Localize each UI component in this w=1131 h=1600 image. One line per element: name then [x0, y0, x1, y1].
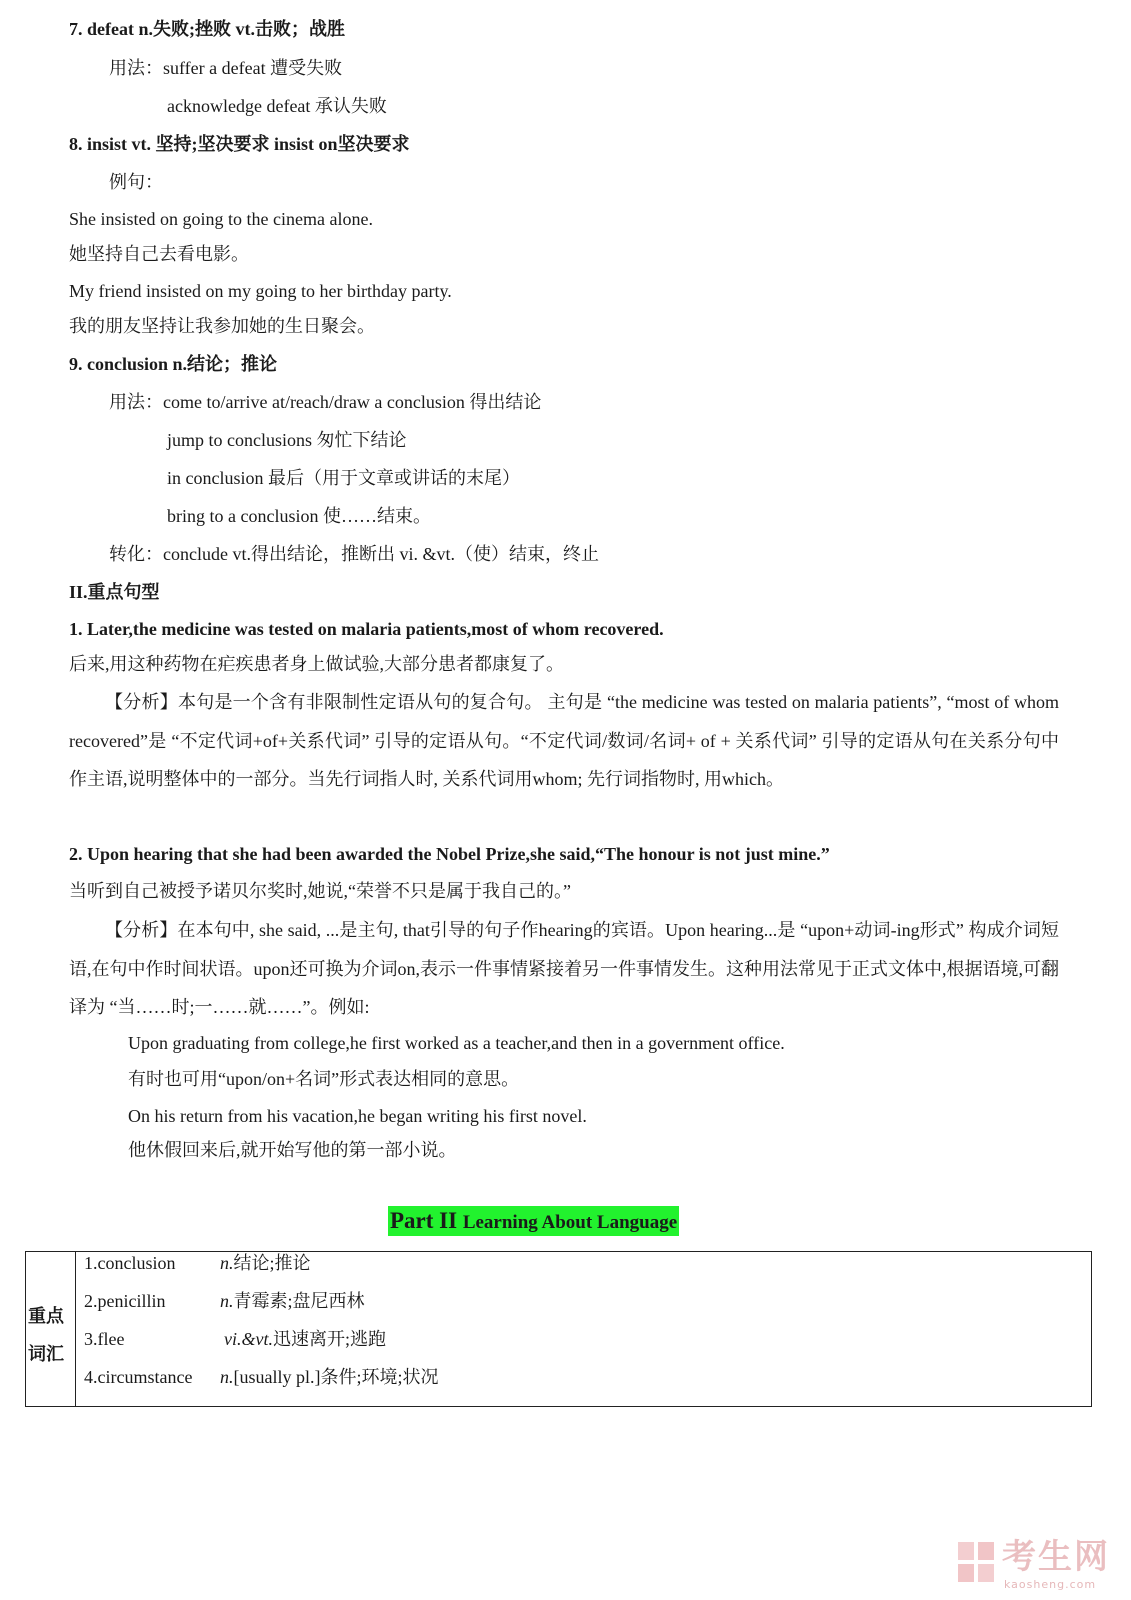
vocab-word-2: 2.penicillin: [84, 1291, 166, 1311]
sentence-2-zh: 当听到自己被授予诺贝尔奖时,她说,“荣誉不只是属于我自己的。”: [69, 881, 571, 901]
entry-7-usage-2: acknowledge defeat 承认失败: [167, 96, 387, 116]
vocab-def-2: n.青霉素;盘尼西林: [220, 1291, 365, 1311]
watermark-text: 考生网: [1002, 1537, 1110, 1577]
sentence-2-example-2-zh: 他休假回来后,就开始写他的第一部小说。: [128, 1140, 457, 1160]
entry-7-title: 7. defeat n.失败;挫败 vt.击败；战胜: [69, 19, 345, 39]
entry-8-example-1-en: She insisted on going to the cinema alone.: [69, 209, 373, 229]
entry-8-title: 8. insist vt. 坚持;坚决要求 insist on坚决要求: [69, 134, 410, 154]
entry-9-transform: 转化：conclude vt.得出结论，推断出 vi. &vt.（使）结束，终止: [109, 544, 599, 564]
vocab-word-3: 3.flee: [84, 1329, 125, 1349]
table-divider: [75, 1252, 76, 1406]
sentence-1-en: 1. Later,the medicine was tested on malaria patients,most of whom recovered.: [69, 619, 664, 639]
sentence-2-en: 2. Upon hearing that she had been awarded the Nobel Prize,she said,“The honour is not just mine.”: [69, 844, 830, 864]
sentence-2-analysis: 【分析】在本句中, she said, ...是主句, that引导的句子作hearing的宾语。Upon hearing...是 “upon+动词-ing形式” 构成介词短语,在句中作时间状语。upon还可换为介词on,表示一件事情紧接着另一件事情发生。这种用法常见于正式文体中,根据语境,可翻译为 “当……时;一……就……”。例如:: [69, 920, 1059, 1017]
vocab-def-1: n.结论;推论: [220, 1253, 311, 1273]
vocab-label-line-1: 重点: [28, 1306, 64, 1326]
entry-9-usage-3: in conclusion 最后（用于文章或讲话的末尾）: [167, 468, 520, 488]
entry-9-usage-4: bring to a conclusion 使……结束。: [167, 506, 431, 526]
vocab-word-1: 1.conclusion: [84, 1253, 176, 1273]
sentence-2-example-1-en: Upon graduating from college,he first worked as a teacher,and then in a government office.: [128, 1033, 785, 1053]
sentence-2-example-2-en: On his return from his vacation,he began writing his first novel.: [128, 1106, 587, 1126]
entry-9-title: 9. conclusion n.结论；推论: [69, 354, 278, 374]
vocab-label-line-2: 词汇: [28, 1344, 64, 1364]
vocab-word-4: 4.circumstance: [84, 1367, 193, 1387]
entry-8-example-1-zh: 她坚持自己去看电影。: [69, 244, 249, 264]
entry-9-usage-2: jump to conclusions 匆忙下结论: [167, 430, 407, 450]
key-sentences-title: II.重点句型: [69, 582, 160, 602]
entry-9-usage-1: 用法：come to/arrive at/reach/draw a conclusion 得出结论: [109, 392, 542, 412]
part-ii-heading: [388, 1206, 679, 1236]
kaosheng-watermark: [956, 1536, 1126, 1596]
vocab-def-3: vi.&vt.迅速离开;逃跑: [224, 1329, 386, 1349]
sentence-1-zh: 后来,用这种药物在疟疾患者身上做试验,大部分患者都康复了。: [69, 654, 564, 674]
part-ii-heading-sub: Learning About Language: [462, 1212, 678, 1233]
entry-8-example-2-zh: 我的朋友坚持让我参加她的生日聚会。: [69, 316, 375, 336]
watermark-subtext: kaosheng.com: [1004, 1578, 1097, 1591]
entry-7-usage-1: 用法：suffer a defeat 遭受失败: [109, 58, 343, 78]
sentence-2-example-note: 有时也可用“upon/on+名词”形式表达相同的意思。: [128, 1069, 520, 1089]
entry-8-example-label: 例句：: [109, 172, 163, 192]
kaosheng-logo-icon: [956, 1540, 996, 1584]
entry-8-example-2-en: My friend insisted on my going to her birthday party.: [69, 281, 452, 301]
part-ii-heading-main: Part II: [390, 1208, 463, 1233]
vocab-def-4: n.[usually pl.]条件;环境;状况: [220, 1367, 439, 1387]
key-vocabulary-table: [25, 1251, 1092, 1407]
sentence-1-analysis: 【分析】本句是一个含有非限制性定语从句的复合句。 主句是 “the medicine was tested on malaria patients”, “most of whom recovered”是 “不定代词+of+关系代词” 引导的定语从句。“不定代词/数词/名词+ of + 关系代词” 引导的定语从句在关系分句中作主语,说明整体中的一部分。当先行词指人时, 关系代词用whom; 先行词指物时, 用which。: [69, 692, 1059, 789]
